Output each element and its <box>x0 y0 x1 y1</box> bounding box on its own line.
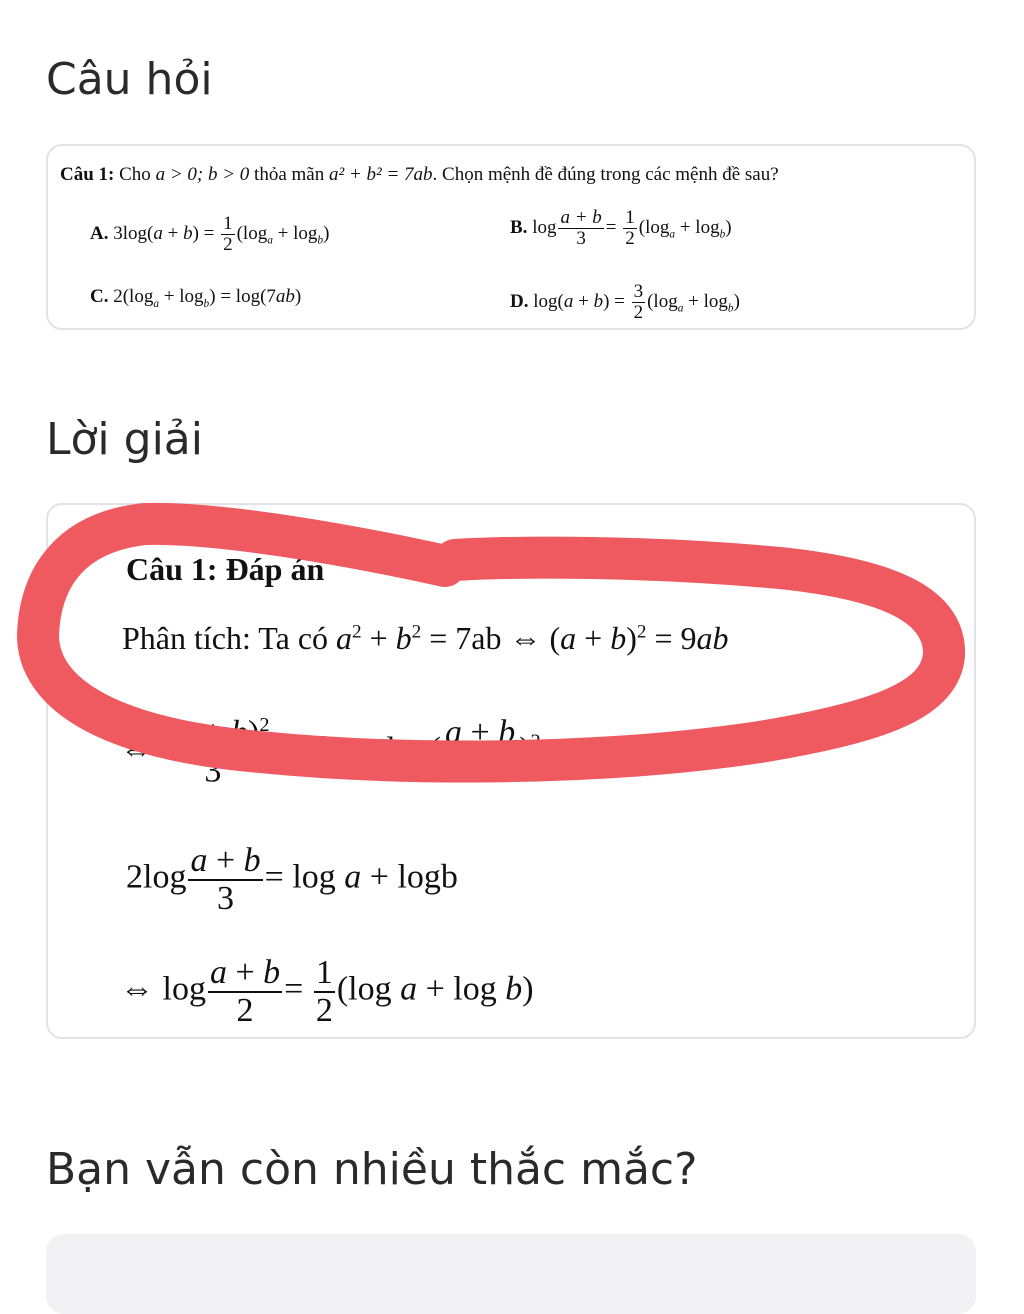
solution-step-2: ⇔ $\frac{(a + b)^2}{3^2}$ = ab ⇔ log( $\frac{a + b}{3}$ )$^2$ <box>120 714 541 790</box>
question-card <box>46 144 976 330</box>
ask-input-box[interactable] <box>46 1234 976 1314</box>
option-d-letter: D. <box>510 290 529 312</box>
option-c: C. $2(\log_a + \log_b) = \log(7ab)$ <box>90 286 302 310</box>
question-text-thoa-man: thỏa mãn <box>254 164 325 185</box>
option-d: D. log(a + b) = $\frac{3}{2}$ $(\log_a + \log_b)$ <box>510 281 740 323</box>
solution-step-3: 2log $\frac{a + b}{3}$ = log a + logb <box>126 842 458 917</box>
question-prompt: . Chọn mệnh đề đúng trong các mệnh đề sau? <box>432 164 779 185</box>
solution-card <box>46 503 976 1039</box>
question-label: Câu 1: <box>60 164 115 185</box>
solution-analysis: Phân tích: Ta có $a^2 + b^2 = 7ab$ ⇔ $(a + b)^2 = 9ab$ <box>122 620 729 656</box>
solution-header: Câu 1: Đáp án <box>126 551 325 587</box>
option-b: B. log $\frac{a + b}{3}$ = $\frac{1}{2}$ $(\log_a + \log_b)$ <box>510 207 732 249</box>
option-a-letter: A. <box>90 222 109 244</box>
option-b-letter: B. <box>510 216 528 238</box>
option-c-letter: C. <box>90 286 109 307</box>
more-questions-heading: Bạn vẫn còn nhiều thắc mắc? <box>46 1144 698 1195</box>
solution-heading: Lời giải <box>46 414 203 465</box>
question-text-cho: Cho <box>119 164 151 185</box>
option-a: A. 3log(a + b) = $\frac{1}{2}$ $(\log_a + \log_b)$ <box>90 213 330 255</box>
solution-step-4: ⇔ log $\frac{a + b}{2}$ = $\frac{1}{2}$ (log a + log b) <box>120 954 534 1029</box>
analysis-label: Phân tích: Ta có <box>122 620 329 656</box>
question-equation: a² + b² = 7ab <box>328 164 433 185</box>
question-heading: Câu hỏi <box>46 54 213 105</box>
question-condition: a > 0; b > 0 <box>155 164 250 185</box>
question-statement <box>60 164 779 186</box>
